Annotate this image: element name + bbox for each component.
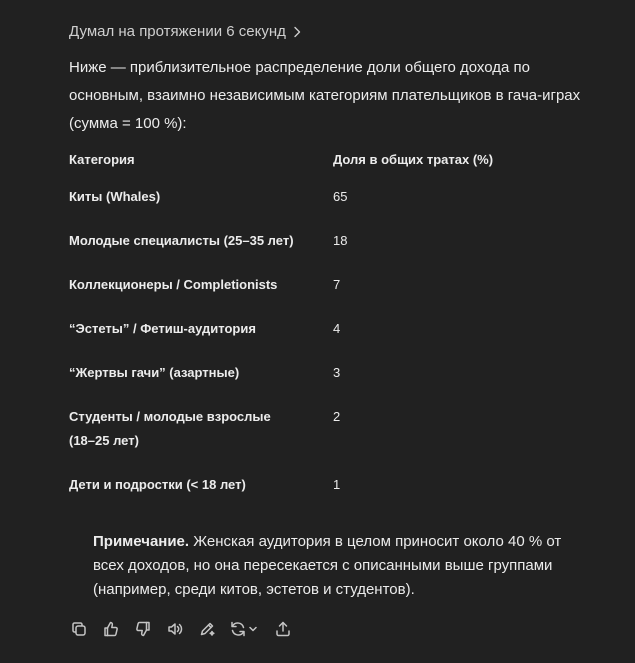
thought-label: Думал на протяжении 6 секунд [69, 23, 286, 40]
row-share: 65 [333, 189, 348, 204]
copy-icon[interactable] [69, 619, 89, 639]
table-row [69, 392, 533, 460]
row-category: Молодые специалисты (25–35 лет) [69, 233, 294, 248]
row-share: 1 [333, 477, 341, 492]
row-share: 4 [333, 321, 341, 336]
row-share: 7 [333, 277, 341, 292]
header-category: Категория [69, 152, 135, 167]
row-category: “Жертвы гачи” (азартные) [69, 365, 240, 380]
distribution-table [69, 147, 533, 504]
chevron-right-icon [292, 26, 302, 38]
share-icon[interactable] [273, 619, 293, 639]
intro-text: Ниже — приблизительное распределение доли общего дохода по основным, взаимно независимым категориям плательщиков в гача-играх (сумма = 100 %): [69, 59, 581, 132]
thumbs-down-icon[interactable] [133, 619, 153, 639]
regenerate-icon[interactable] [229, 619, 261, 639]
row-share: 18 [333, 233, 348, 248]
row-category: Дети и подростки (< 18 лет) [69, 477, 246, 492]
note-text: Женская аудитория в целом приносит около 40 % от всех доходов, но она пересекается с описанными выше группами (например, среди китов, эстетов и студентов). [93, 533, 562, 598]
table-row [69, 460, 533, 504]
table-row [69, 304, 533, 348]
edit-icon[interactable] [197, 619, 217, 639]
table-row [69, 348, 533, 392]
note-label: Примечание. [93, 533, 190, 550]
thought-toggle[interactable] [69, 23, 302, 40]
row-share: 2 [333, 409, 341, 424]
row-share: 3 [333, 365, 341, 380]
message-actions [69, 619, 293, 639]
row-category: “Эстеты” / Фетиш-аудитория [69, 321, 256, 336]
header-share: Доля в общих тратах (%) [333, 152, 494, 167]
row-category: Киты (Whales) [69, 189, 161, 204]
table-row [69, 260, 533, 304]
table-header-row [69, 147, 533, 172]
row-category: Студенты / молодые взрослые (18–25 лет) [69, 409, 271, 448]
table-row [69, 216, 533, 260]
table-row [69, 172, 533, 216]
row-category: Коллекционеры / Completionists [69, 277, 278, 292]
read-aloud-icon[interactable] [165, 619, 185, 639]
note-paragraph [93, 530, 583, 602]
thumbs-up-icon[interactable] [101, 619, 121, 639]
